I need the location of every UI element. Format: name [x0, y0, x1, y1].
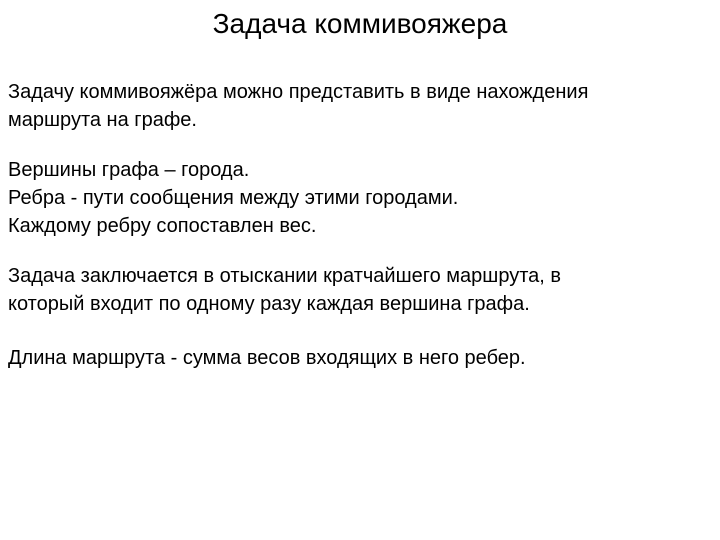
- text-line: Длина маршрута - сумма весов входящих в него ребер.: [8, 347, 526, 369]
- text-line: маршрута на графе.: [8, 109, 197, 131]
- text-line: Ребра - пути сообщения между этими городами.: [8, 187, 459, 209]
- paragraph-task-goal: [8, 262, 714, 318]
- slide-body: [8, 78, 714, 372]
- text-line: Вершины графа – города.: [8, 159, 250, 181]
- text-line: Задача заключается в отыскании кратчайшего маршрута, в: [8, 265, 562, 287]
- paragraph-graph-route: [8, 78, 714, 134]
- slide-title: Задача коммивояжера: [212, 8, 508, 39]
- text-line: Задачу коммивояжёра можно представить в виде нахождения: [8, 81, 589, 103]
- text-line: который входит по одному разу каждая вершина графа.: [8, 293, 530, 315]
- paragraph-graph-definition: [8, 156, 714, 240]
- paragraph-route-length: [8, 344, 714, 372]
- text-line: Каждому ребру сопоставлен вес.: [8, 215, 317, 237]
